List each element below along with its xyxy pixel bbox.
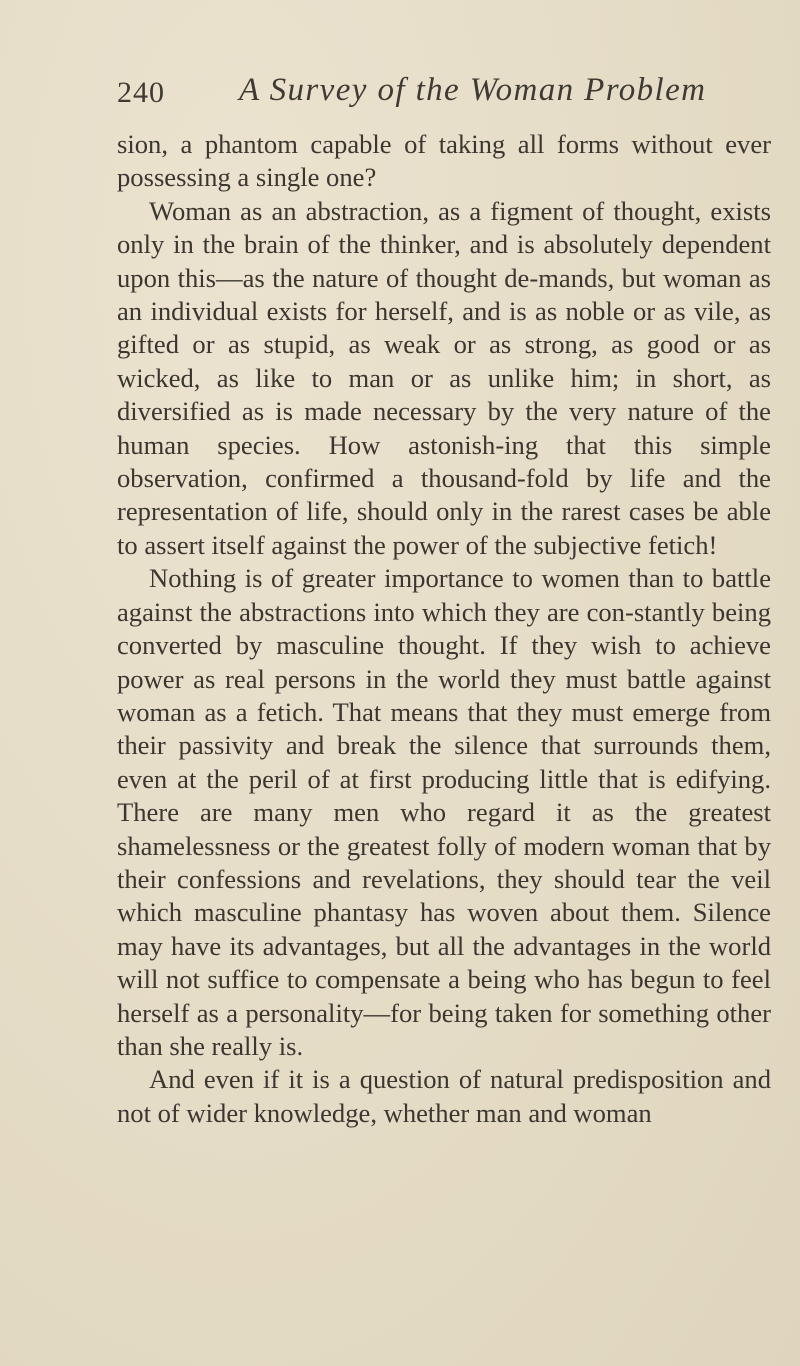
paragraph-battle: Nothing is of greater importance to women than to battle against the abstractions into which they are con-stantly being converted by masculine thought. If they wish to achieve power as real persons in the world they must battle against woman as a fetich. That means that they must emerge from their passivity and break the silence that surrounds them, even at the peril of at first producing little that is edifying. There are many men who regard it as the greatest shamelessness or the greatest folly of modern woman that by their confessions and revelations, they should tear the veil which masculine phantasy has woven about them. Silence may have its advantages, but all the advantages in the world will not suffice to compensate a being who has begun to feel herself as a personality—for being taken for something other than she really is. (117, 563, 771, 1061)
paragraph-continuation: sion, a phantom capable of taking all forms without ever possessing a single one? (117, 129, 771, 193)
body-text (117, 128, 771, 1130)
paragraph-abstraction: Woman as an abstraction, as a figment of thought, exists only in the brain of the thinker, and is absolutely dependent upon this—as the nature of thought de-mands, but woman as an individual exists for herself, and is as noble or as vile, as gifted or as stupid, as weak or as strong, as good or as wicked, as like to man or as unlike him; in short, as diversified as is made necessary by the very nature of the human species. How astonish-ing that this simple observation, confirmed a thousand-fold by life and the representation of life, should only in the rarest cases be able to assert itself against the power of the subjective fetich! (117, 195, 771, 560)
paragraph-predisposition: And even if it is a question of natural predisposition and not of wider knowledge, whether man and woman (117, 1064, 771, 1128)
running-title: A Survey of the Woman Problem (239, 72, 707, 108)
running-head (117, 72, 777, 118)
page-number: 240 (117, 76, 165, 109)
